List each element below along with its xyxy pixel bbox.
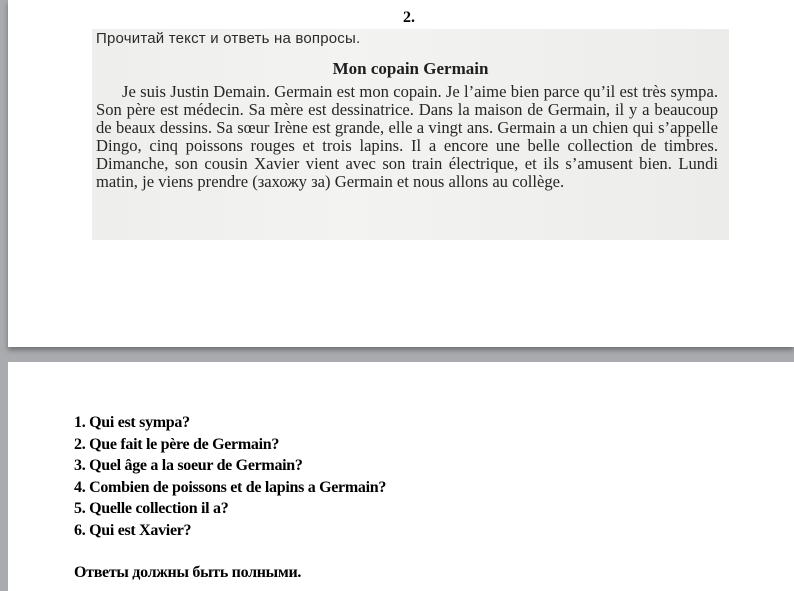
question-item: 5. Quelle collection il a?	[74, 500, 229, 518]
document-page-1	[8, 0, 794, 347]
text-title: Mon copain Germain	[332, 59, 489, 78]
reading-paragraph: Je suis Justin Demain. Germain est mon copain. Je l’aime bien parce qu’il est très sympa. Son père est médecin. Sa mère est dessinatrice. Dans la maison de Germain, il y a beaucoup de beaux dessins. Sa sœur Irène est grande, elle a vingt ans. Germain a un chien qui s’appelle Dingo, cinq poissons rouges et trois lapins. Il a encore une belle collection de timbres. Dimanche, son cousin Xavier vient avec son train électrique, et ils s’amusent bien. Lundi matin, je viens prendre (захожу за) Germain et nous allons au collège.	[96, 82, 718, 191]
question-item: 4. Combien de poissons et de lapins a Germain?	[74, 478, 387, 496]
exercise-number: 2.	[403, 9, 415, 26]
answer-note: Ответы должны быть полными.	[74, 564, 302, 581]
question-item: 3. Quel âge a la soeur de Germain?	[74, 457, 303, 475]
instruction-text: Прочитай текст и ответь на вопросы.	[96, 30, 361, 47]
question-item: 1. Qui est sympa?	[74, 414, 190, 431]
question-item: 2. Que fait le père de Germain?	[74, 435, 280, 453]
question-item: 6. Qui est Xavier?	[74, 521, 192, 539]
scanned-textbook-image	[92, 29, 729, 240]
question-list	[74, 412, 386, 542]
document-page-2	[8, 362, 794, 591]
